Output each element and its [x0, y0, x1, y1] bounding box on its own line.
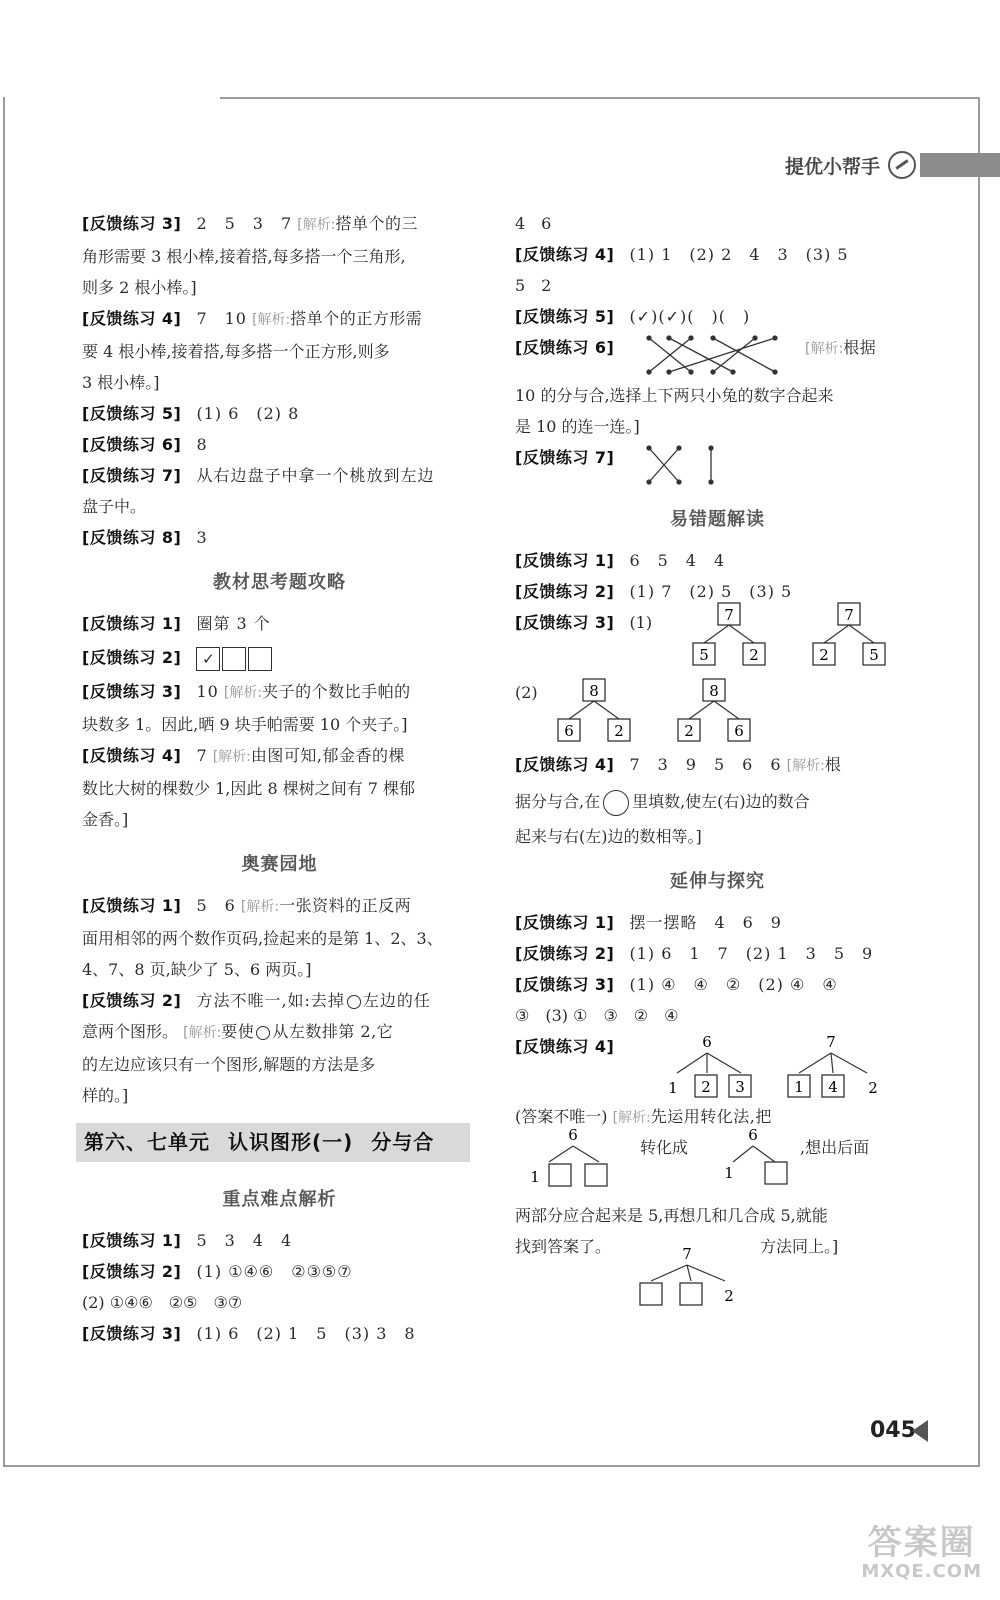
- answer-text: 10: [196, 682, 219, 701]
- analysis-label: [解析:: [612, 1110, 651, 1126]
- answer-line: [82, 740, 477, 773]
- tree-value: 1: [724, 1164, 734, 1182]
- top-border-line: [220, 97, 980, 99]
- tree-top-value: 7: [826, 1033, 836, 1051]
- answer-line: [82, 429, 477, 460]
- matching-lines-figure: [643, 332, 783, 378]
- page-arrow-icon: [912, 1420, 928, 1442]
- analysis-text: 从左数排第 2,它: [272, 1022, 394, 1041]
- analysis-text: 搭单个的正方形需: [290, 309, 423, 328]
- answer-line: [82, 985, 477, 1016]
- unit-title: [76, 1123, 470, 1162]
- answer-line: [515, 332, 920, 380]
- answer-line: 角形需要 3 根小棒,接着搭,每多搭一个三角形,: [82, 247, 406, 266]
- exercise-tag: [反馈练习 5]: [515, 307, 615, 326]
- answer-line: [515, 607, 920, 677]
- answer-text: (1) 6 (2) 8: [196, 404, 300, 423]
- answer-line: [515, 969, 920, 1000]
- answer-text: (1) ④ ④ ② (2) ④ ④: [629, 975, 838, 994]
- answer-line: [82, 1318, 477, 1349]
- answer-line: 两部分应合起来是 5,再想几和几合成 5,就能: [515, 1206, 828, 1225]
- unit-title-part: 分与合: [371, 1130, 435, 1154]
- exercise-tag: [反馈练习 7]: [515, 448, 615, 467]
- answer-line: [515, 749, 920, 782]
- answer-text: 据分与合,在: [515, 792, 601, 811]
- watermark: [861, 1522, 982, 1583]
- tree-top-value: 7: [844, 606, 854, 624]
- watermark-line2: MXQE.COM: [861, 1561, 982, 1583]
- circle-shape-icon: [256, 1026, 270, 1040]
- analysis-label: [解析:: [297, 217, 336, 233]
- answer-line: [515, 442, 920, 490]
- answer-line: [515, 786, 920, 817]
- answer-text: 5 3 4 4: [196, 1231, 293, 1250]
- analysis-text: 先运用转化法,把: [650, 1107, 772, 1126]
- answer-text: 圈第 3 个: [196, 614, 271, 633]
- part-label: (1): [629, 613, 653, 632]
- tree-value: 2: [724, 1287, 734, 1305]
- analysis-text: 搭单个的三: [335, 214, 418, 233]
- exercise-tag: [反馈练习 4]: [515, 1037, 615, 1056]
- right-border-line: [978, 97, 980, 1467]
- answer-line: [515, 239, 920, 270]
- exercise-tag: [反馈练习 1]: [82, 896, 182, 915]
- answer-line: 起来与右(左)边的数相等。]: [515, 827, 702, 846]
- analysis-label: [解析:: [183, 1025, 222, 1041]
- answer-line: [82, 1016, 477, 1049]
- tree-value: 2: [701, 1078, 711, 1096]
- answer-text: (✓)(✓)( )( ): [629, 307, 751, 326]
- exercise-tag: [反馈练习 2]: [82, 991, 182, 1010]
- answer-line: 样的。]: [82, 1086, 129, 1105]
- tree-right-value: 5: [869, 646, 879, 664]
- analysis-text: 要使: [221, 1022, 255, 1041]
- answer-text: 6 5 4 4: [629, 551, 726, 570]
- tree-top-value: 6: [702, 1033, 712, 1051]
- answer-line: [82, 608, 477, 639]
- answer-line: [515, 301, 920, 332]
- page-number: 045: [870, 1418, 916, 1443]
- header-title: 提优小帮手: [784, 155, 880, 178]
- answer-line: [82, 642, 477, 673]
- answer-line: 数比大树的棵数少 1,因此 8 棵树之间有 7 棵郁: [82, 779, 416, 798]
- answer-text: (答案不唯一): [515, 1107, 608, 1126]
- exercise-tag: [反馈练习 3]: [515, 613, 615, 632]
- exercise-tag: [反馈练习 1]: [82, 614, 182, 633]
- exercise-tag: [反馈练习 3]: [82, 682, 182, 701]
- exercise-tag: [反馈练习 1]: [515, 551, 615, 570]
- section-title-errors: 易错题解读: [670, 509, 765, 530]
- answer-line: 是 10 的连一连。]: [515, 417, 640, 436]
- exercise-tag: [反馈练习 8]: [82, 528, 182, 547]
- answer-text: (1) 6 (2) 1 5 (3) 3 8: [196, 1324, 416, 1343]
- answer-text: 意两个图形。: [82, 1022, 179, 1041]
- bottom-border-line: [3, 1465, 980, 1467]
- answer-text: 左边的任: [362, 991, 431, 1010]
- analysis-label: [解析:: [223, 685, 263, 701]
- empty-box: [248, 647, 272, 671]
- circle-shape-icon: [347, 995, 361, 1009]
- answer-line: [515, 1126, 920, 1200]
- answer-line: 4、7、8 页,缺少了 5、6 两页。]: [82, 960, 312, 979]
- exercise-tag: [反馈练习 2]: [82, 648, 182, 667]
- exercise-tag: [反馈练习 3]: [82, 214, 182, 233]
- tree-top-value: 7: [724, 606, 734, 624]
- answer-line: [82, 522, 477, 553]
- answer-text: 方法同上。]: [760, 1237, 839, 1256]
- left-border-line: [3, 97, 5, 1467]
- answer-text: (1) 1 (2) 2 4 3 (3) 5: [629, 245, 849, 264]
- answer-line: [515, 677, 920, 749]
- answer-line: 的左边应该只有一个图形,解题的方法是多: [82, 1055, 376, 1074]
- number-bond-tree: [635, 1245, 745, 1311]
- answer-line: 要 4 根小棒,接着搭,每多搭一个正方形,则多: [82, 342, 390, 361]
- tree-left-value: 2: [684, 722, 694, 740]
- number-bond-tree: [665, 1033, 765, 1099]
- exercise-tag: [反馈练习 3]: [515, 975, 615, 994]
- exercise-tag: [反馈练习 2]: [82, 1262, 182, 1281]
- tree-value: 1: [794, 1078, 804, 1096]
- analysis-label: [解析:: [805, 341, 844, 357]
- section-title-textbook: 教材思考题攻略: [213, 572, 346, 593]
- answer-text: 摆一摆略 4 6 9: [629, 913, 782, 932]
- exercise-tag: [反馈练习 7]: [82, 466, 182, 485]
- answer-line: ③ (3) ① ③ ② ④: [515, 1006, 679, 1025]
- answer-line: 则多 2 根小棒。]: [82, 278, 197, 297]
- answer-text: 8: [196, 435, 208, 454]
- analysis-text: 一张资料的正反两: [279, 896, 412, 915]
- answer-text: 7 10: [196, 309, 247, 328]
- answer-text: 方法不唯一,如:去掉: [196, 991, 345, 1010]
- number-bond-tree: [690, 601, 780, 671]
- section-title-olympiad: 奥赛园地: [241, 854, 318, 875]
- answer-line: [515, 1031, 920, 1101]
- analysis-text: 根: [824, 755, 842, 774]
- answer-line: 5 2: [515, 276, 552, 295]
- answer-line: [82, 398, 477, 429]
- tree-value: 2: [868, 1079, 878, 1097]
- answer-line: [515, 938, 920, 969]
- answer-text: (1) 7 (2) 5 (3) 5: [629, 582, 793, 601]
- answer-line: [82, 208, 477, 241]
- exercise-tag: [反馈练习 4]: [515, 245, 615, 264]
- answer-text: 里填数,使左(右)边的数合: [632, 792, 810, 811]
- exercise-tag: [反馈练习 3]: [82, 1324, 182, 1343]
- exercise-tag: [反馈练习 5]: [82, 404, 182, 423]
- tree-top-value: 8: [589, 682, 599, 700]
- tree-top-value: 8: [709, 682, 719, 700]
- answer-line: [82, 1256, 477, 1287]
- watermark-line1: 答案圈: [867, 1522, 976, 1563]
- answer-line: [82, 676, 477, 709]
- unit-title-part: 第六、七单元: [84, 1130, 210, 1154]
- part-label: (2): [515, 683, 538, 702]
- section-title-extend: 延伸与探究: [670, 871, 765, 892]
- number-bond-tree: [525, 1126, 625, 1192]
- tree-value: 1: [668, 1079, 678, 1097]
- analysis-text: 根据: [843, 338, 877, 357]
- answer-line: 盘子中。: [82, 497, 147, 516]
- answer-line: [515, 1231, 920, 1305]
- tree-value: 1: [530, 1168, 540, 1186]
- tree-left-value: 5: [699, 646, 709, 664]
- answer-text: 7: [196, 746, 208, 765]
- cross-lines-figure: [643, 442, 723, 488]
- tree-right-value: 2: [749, 646, 759, 664]
- tree-top-value: 6: [568, 1126, 578, 1144]
- tree-left-value: 2: [819, 646, 829, 664]
- answer-text: 5 6: [196, 896, 236, 915]
- answer-text: 7 3 9 5 6 6: [629, 755, 782, 774]
- exercise-tag: [反馈练习 6]: [82, 435, 182, 454]
- exercise-tag: [反馈练习 4]: [515, 755, 615, 774]
- answer-text: 3: [196, 528, 208, 547]
- checked-box: ✓: [196, 647, 220, 671]
- left-column: [82, 208, 477, 1349]
- answer-text: 2 5 3 7: [196, 214, 293, 233]
- answer-text: 转化成: [640, 1138, 689, 1157]
- exercise-tag: [反馈练习 4]: [82, 746, 182, 765]
- number-bond-tree: [810, 601, 900, 671]
- analysis-text: 夹子的个数比手帕的: [262, 682, 411, 701]
- answer-text: ,想出后面: [800, 1138, 870, 1157]
- answer-line: [82, 460, 477, 491]
- answer-line: [82, 303, 477, 336]
- unit-title-part: 认识图形(一): [228, 1130, 354, 1154]
- exercise-tag: [反馈练习 1]: [515, 913, 615, 932]
- tree-top-value: 7: [682, 1245, 692, 1263]
- answer-line: [82, 890, 477, 923]
- answer-text: (1) ①④⑥ ②③⑤⑦: [196, 1262, 353, 1281]
- blank-circle-icon: [603, 790, 629, 816]
- empty-box: [222, 647, 246, 671]
- answer-line: [515, 545, 920, 576]
- answer-line: 3 根小棒。]: [82, 373, 160, 392]
- exercise-tag: [反馈练习 1]: [82, 1231, 182, 1250]
- tree-right-value: 2: [614, 722, 624, 740]
- tree-value: 4: [828, 1078, 838, 1096]
- analysis-label: [解析:: [212, 749, 251, 765]
- section-title-key: 重点难点解析: [222, 1189, 337, 1210]
- tree-value: 3: [735, 1078, 745, 1096]
- tree-top-value: 6: [748, 1126, 758, 1144]
- analysis-label: [解析:: [786, 758, 825, 774]
- header-bar: [920, 153, 1000, 177]
- analysis-text: 由图可知,郁金香的棵: [250, 746, 405, 765]
- exercise-tag: [反馈练习 2]: [515, 582, 615, 601]
- page-header: [785, 150, 1000, 180]
- tree-right-value: 6: [734, 722, 744, 740]
- answer-line: 4 6: [515, 214, 552, 233]
- analysis-label: [解析:: [252, 312, 291, 328]
- number-bond-tree: [555, 677, 645, 747]
- tree-left-value: 6: [564, 722, 574, 740]
- exercise-tag: [反馈练习 2]: [515, 944, 615, 963]
- right-column: [515, 208, 920, 1305]
- answer-text: 从右边盘子中拿一个桃放到左边: [196, 466, 435, 485]
- answer-text: 找到答案了。: [515, 1237, 612, 1256]
- exercise-tag: [反馈练习 6]: [515, 338, 615, 357]
- answer-line: 金香。]: [82, 810, 129, 829]
- answer-line: [82, 1225, 477, 1256]
- answer-line: 块数多 1。因此,晒 9 块手帕需要 10 个夹子。]: [82, 715, 408, 734]
- analysis-label: [解析:: [240, 899, 280, 915]
- answer-line: [515, 907, 920, 938]
- number-bond-tree: [785, 1033, 885, 1099]
- answer-line: 10 的分与合,选择上下两只小兔的数字合起来: [515, 386, 834, 405]
- exercise-tag: [反馈练习 4]: [82, 309, 182, 328]
- answer-line: 面用相邻的两个数作页码,捡起来的是第 1、2、3、: [82, 929, 443, 948]
- answer-line: (2) ①④⑥ ②⑤ ③⑦: [82, 1293, 243, 1312]
- rocket-icon: [888, 151, 916, 179]
- number-bond-tree: [675, 677, 765, 747]
- answer-text: (1) 6 1 7 (2) 1 3 5 9: [629, 944, 874, 963]
